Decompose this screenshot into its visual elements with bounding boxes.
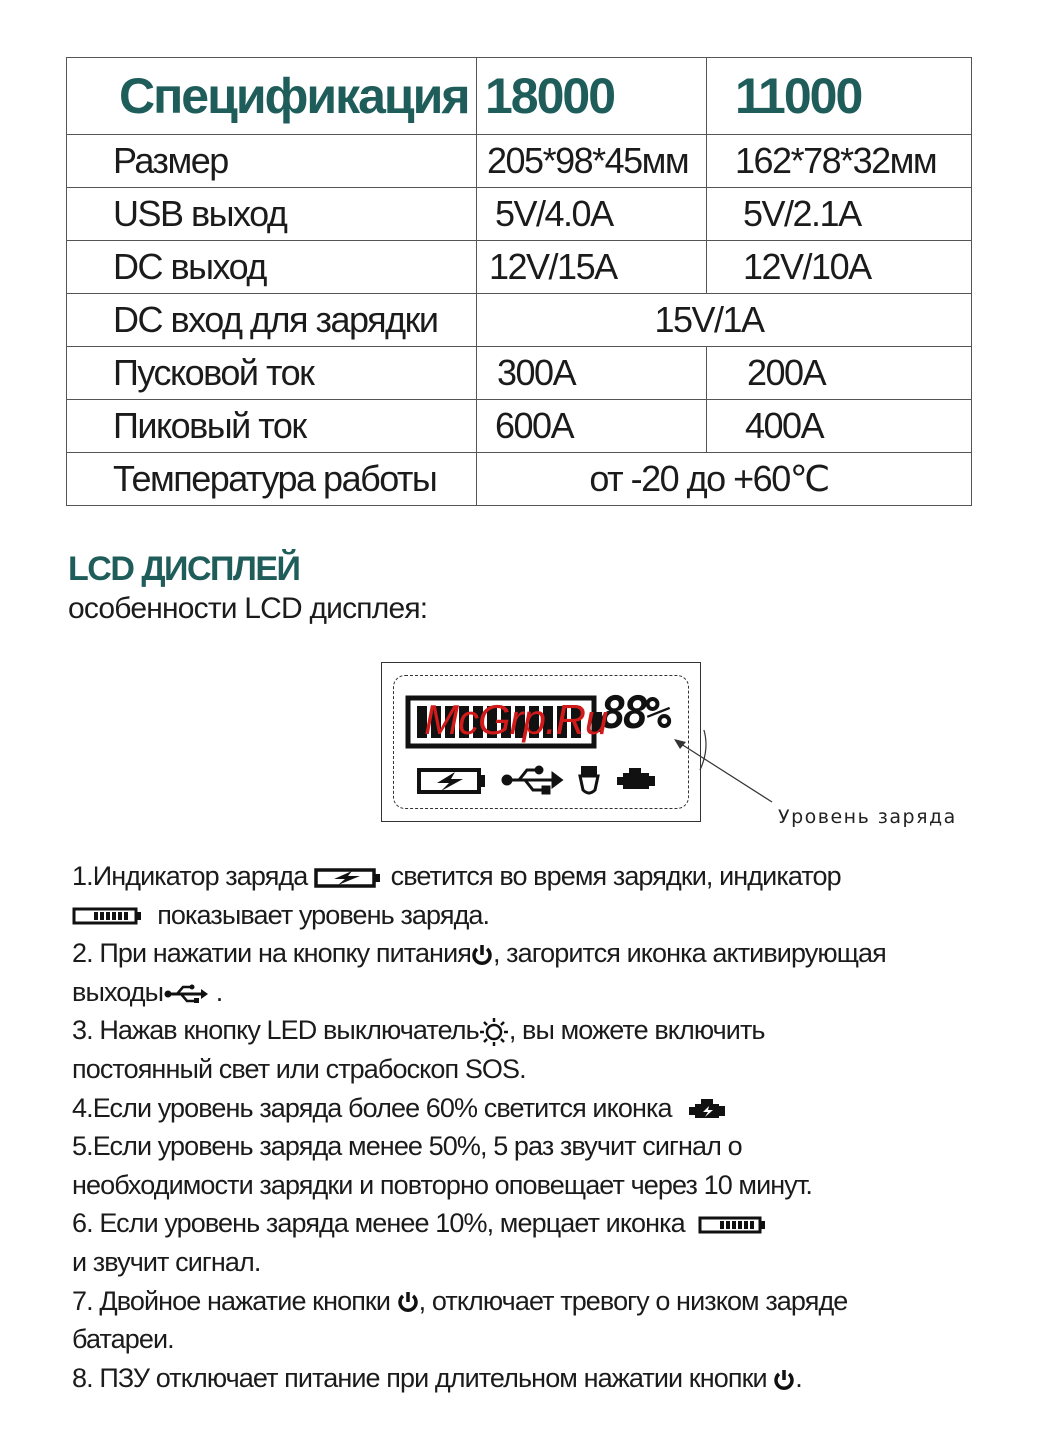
power-icon — [773, 1368, 795, 1392]
battery-level-icon — [72, 906, 144, 926]
spec-value-11000: 5V/2.1A — [707, 188, 972, 241]
instruction-line: и звучит сигнал. — [72, 1246, 261, 1277]
flashlight-icon — [580, 766, 598, 793]
instruction-line — [72, 1204, 1002, 1243]
led-light-icon — [479, 1017, 509, 1047]
instruction-text: 3. Нажав кнопку LED выключатель — [72, 1015, 479, 1046]
spec-value-shared: от -20 до +60℃ — [477, 453, 972, 506]
instruction-line — [72, 896, 1002, 935]
instruction-line: батареи. — [72, 1324, 174, 1355]
spec-row-label: USB выход — [67, 188, 477, 241]
instruction-text: 4.Если уровень заряда более 60% светится иконка — [72, 1092, 672, 1123]
instruction-line — [72, 973, 1002, 1012]
engine-icon — [685, 1097, 731, 1121]
battery-charging-icon — [419, 770, 485, 792]
spec-value-11000: 12V/10A — [707, 241, 972, 294]
instruction-text: 7. Двойное нажатие кнопки — [72, 1285, 391, 1316]
battery-level-icon — [698, 1215, 768, 1235]
spec-row-label: Пусковой ток — [67, 347, 477, 400]
instruction-line: постоянный свет или страбоскоп SOS. — [72, 1053, 526, 1084]
instruction-text: 2. При нажатии на кнопку питания — [72, 938, 471, 969]
spec-value-shared: 15V/1A — [477, 294, 972, 347]
battery-charging-icon — [314, 867, 384, 889]
spec-header-label: Спецификация — [67, 58, 477, 135]
spec-table — [66, 57, 972, 506]
power-icon — [471, 943, 493, 967]
spec-row-usb — [67, 188, 972, 241]
usb-icon — [503, 767, 561, 793]
spec-row-temperature — [67, 453, 972, 506]
spec-value-11000: 400A — [707, 400, 972, 453]
spec-row-label: Температура работы — [67, 453, 477, 506]
spec-row-label: Пиковый ток — [67, 400, 477, 453]
instruction-line — [72, 1089, 1002, 1128]
lcd-percent-digits: 88% — [600, 688, 668, 739]
spec-value-18000: 300A — [477, 347, 707, 400]
spec-header-row — [67, 58, 972, 135]
instruction-line: необходимости зарядки и повторно оповещает через 10 минут. — [72, 1169, 812, 1200]
instruction-line: 5.Если уровень заряда менее 50%, 5 раз звучит сигнал о — [72, 1131, 742, 1162]
spec-value-11000: 200A — [707, 347, 972, 400]
instruction-line — [72, 1011, 1002, 1050]
instruction-line — [72, 934, 1002, 973]
instruction-line — [72, 1282, 1002, 1321]
section-title: LCD ДИСПЛЕЙ — [68, 550, 300, 588]
instruction-text: светится во время зарядки, индикатор — [390, 861, 841, 891]
spec-row-size — [67, 135, 972, 188]
spec-value-18000: 205*98*45мм — [477, 135, 707, 188]
spec-value-18000: 600A — [477, 400, 707, 453]
power-icon — [397, 1290, 419, 1314]
instruction-text: , вы можете включить — [508, 1015, 765, 1046]
spec-value-18000: 5V/4.0A — [477, 188, 707, 241]
spec-row-label: DC выход — [67, 241, 477, 294]
section-subtitle: особенности LCD дисплея: — [68, 592, 428, 625]
spec-value-18000: 12V/15A — [477, 241, 707, 294]
spec-row-peak-current — [67, 400, 972, 453]
usb-icon — [163, 983, 209, 1005]
instruction-text: 8. ПЗУ отключает питание при длительном нажатии кнопки — [72, 1362, 767, 1393]
instruction-text: 6. Если уровень заряда менее 10%, мерцает иконка — [72, 1208, 685, 1239]
watermark: McGrp.Ru — [424, 696, 608, 743]
instruction-text: выходы — [72, 976, 164, 1007]
spec-row-start-current — [67, 347, 972, 400]
spec-row-label: Размер — [67, 135, 477, 188]
spec-header-11000: 11000 — [707, 58, 972, 135]
instruction-text: , отключает тревогу о низком заряде — [418, 1285, 848, 1316]
engine-icon — [617, 768, 655, 789]
spec-row-dc-in — [67, 294, 972, 347]
callout-label: Уровень заряда — [778, 806, 957, 828]
instruction-text: 1.Индикатор заряда — [72, 861, 308, 891]
instructions-list — [72, 857, 1002, 1397]
instruction-line — [72, 1359, 1002, 1398]
spec-header-18000: 18000 — [477, 58, 707, 135]
spec-row-label: DC вход для зарядки — [67, 294, 477, 347]
instruction-text: показывает уровень заряда. — [157, 899, 490, 930]
spec-value-11000: 162*78*32мм — [707, 135, 972, 188]
instruction-line — [72, 857, 1002, 896]
callout-arrow — [660, 730, 780, 810]
instruction-text: , загорится иконка активирующая — [492, 938, 886, 969]
instruction-text: . — [215, 976, 223, 1007]
spec-row-dc-out — [67, 241, 972, 294]
instruction-text: . — [795, 1362, 802, 1393]
